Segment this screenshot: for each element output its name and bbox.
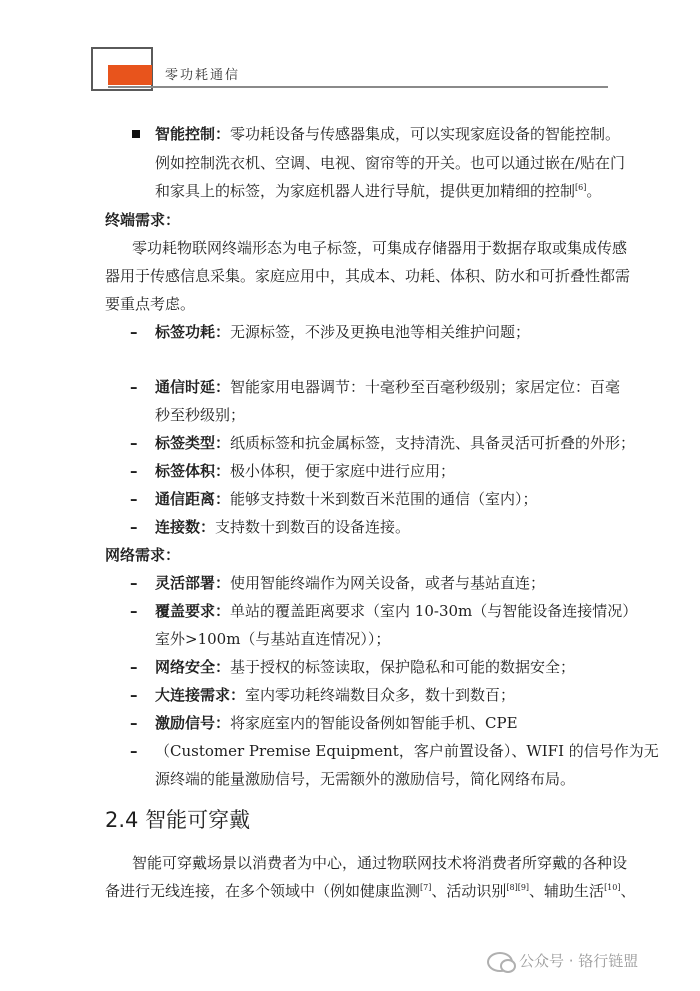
terminal-intro-line-1: 零功耗物联网终端形态为电子标签，可集成存储器用于数据存取或集成传感 xyxy=(132,239,628,257)
item-text-continued: 源终端的能量激励信号，无需额外的激励信号，简化网络布局。 xyxy=(155,770,576,788)
wechat-icon xyxy=(487,952,513,972)
item-text: 支持数十到数百的设备连接。 xyxy=(215,518,411,536)
dash-bullet: – xyxy=(130,462,138,480)
dash-bullet: – xyxy=(130,714,138,732)
section-heading: 2.4 智能可穿戴 xyxy=(105,808,251,832)
item-label: 标签体积： xyxy=(155,462,231,480)
item-label: 激励信号： xyxy=(155,714,231,732)
item-text: （Customer Premise Equipment，客户前置设备）、WIFI 的信号作为无 xyxy=(155,742,659,760)
item-label: 网络安全： xyxy=(155,658,231,676)
item-text-continued: 秒至秒级别； xyxy=(155,406,246,424)
item-text: 无源标签，不涉及更换电池等相关维护问题； xyxy=(230,323,531,341)
item-text: 室内零功耗终端数目众多，数十到数百； xyxy=(245,686,516,704)
item-label: 通信距离： xyxy=(155,490,231,508)
terminal-intro-line-3: 要重点考虑。 xyxy=(105,295,196,313)
dash-bullet: – xyxy=(130,323,138,341)
dash-bullet: – xyxy=(130,686,138,704)
dash-bullet: – xyxy=(130,602,138,620)
item-label: 标签功耗： xyxy=(155,323,231,341)
item-label: 灵活部署： xyxy=(155,574,231,592)
item-text: 使用智能终端作为网关设备，或者与基站直连； xyxy=(230,574,546,592)
item-label: 连接数： xyxy=(155,518,216,536)
item-text: 基于授权的标签读取，保护隐私和可能的数据安全； xyxy=(230,658,576,676)
terminal-intro-line-2: 器用于传感信息采集。家庭应用中，其成本、功耗、体积、防水和可折叠性都需 xyxy=(105,267,631,285)
watermark-text: 公众号 · 铬行链盟 xyxy=(519,952,639,970)
running-header-title: 零功耗通信 xyxy=(165,68,241,83)
dash-bullet: – xyxy=(130,658,138,676)
dash-bullet: – xyxy=(130,518,138,536)
wechat-watermark xyxy=(487,950,638,972)
header-rule xyxy=(108,86,608,88)
item-label: 覆盖要求： xyxy=(155,602,231,620)
header-accent-bar xyxy=(108,65,152,85)
square-bullet-icon xyxy=(132,130,140,138)
dash-bullet: – xyxy=(130,574,138,592)
network-heading: 网络需求： xyxy=(105,546,181,564)
smart-control-line-2: 例如控制洗衣机、空调、电视、窗帘等的开关。也可以通过嵌在/贴在门 xyxy=(155,154,626,172)
section-paragraph-line-2: 备进行无线连接，在多个领域中（例如健康监测[7]、活动识别[8][9]、辅助生活[10]、 xyxy=(105,882,636,900)
item-label: 通信时延： xyxy=(155,378,231,396)
item-text: 纸质标签和抗金属标签，支持清洗、具备灵活可折叠的外形； xyxy=(230,434,636,452)
item-text: 单站的覆盖距离要求（室内 10-30m（与智能设备连接情况） xyxy=(230,602,638,620)
dash-bullet: – xyxy=(130,490,138,508)
item-text: 智能家用电器调节：十毫秒至百毫秒级别；家居定位：百毫 xyxy=(230,378,621,396)
section-paragraph-line-1: 智能可穿戴场景以消费者为中心，通过物联网技术将消费者所穿戴的各种设 xyxy=(132,854,628,872)
item-text-continued: 室外>100m（与基站直连情况））； xyxy=(155,630,391,648)
dash-bullet: – xyxy=(130,434,138,452)
item-label: 标签类型： xyxy=(155,434,231,452)
dash-bullet: – xyxy=(130,378,138,396)
dash-bullet: – xyxy=(130,742,138,760)
item-text: 能够支持数十米到数百米范围的通信（室内）； xyxy=(230,490,538,508)
terminal-heading: 终端需求： xyxy=(105,211,181,229)
smart-control-line-3: 和家具上的标签，为家庭机器人进行导航，提供更加精细的控制[6]。 xyxy=(155,182,602,200)
item-text: 极小体积，便于家庭中进行应用； xyxy=(230,462,456,480)
item-text: 将家庭室内的智能设备例如智能手机、CPE xyxy=(230,714,518,732)
smart-control-line-1: 智能控制：零功耗设备与传感器集成，可以实现家庭设备的智能控制。 xyxy=(155,125,621,143)
item-label: 大连接需求： xyxy=(155,686,246,704)
